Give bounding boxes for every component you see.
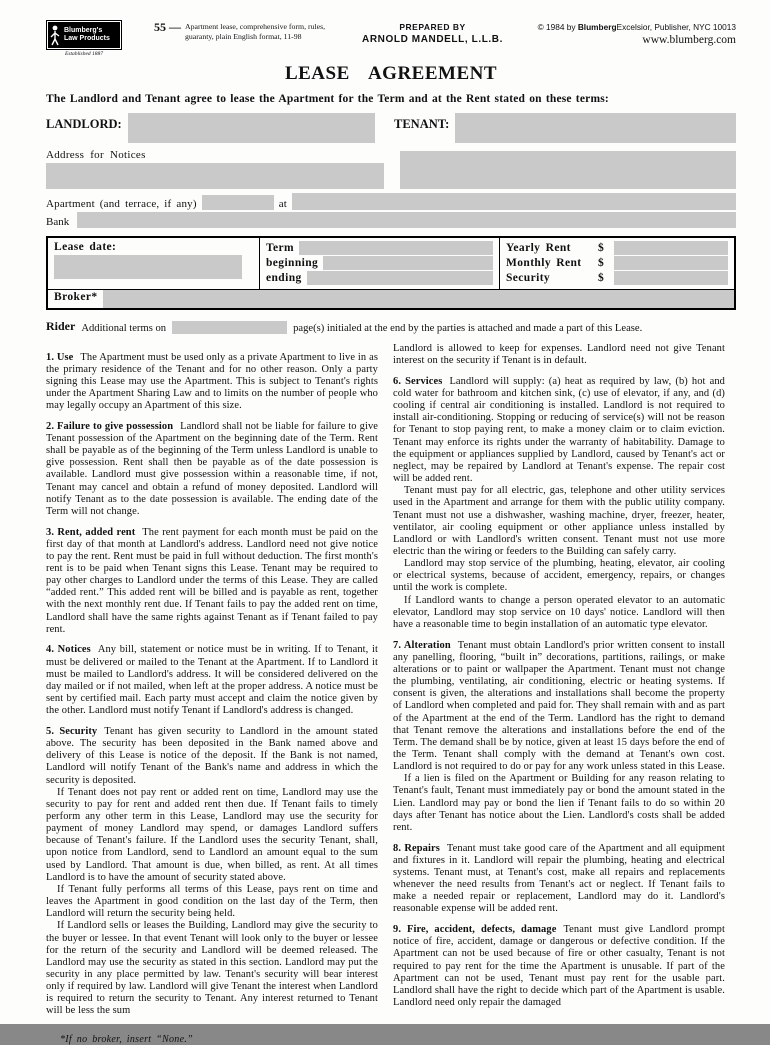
prepared-by-block [354, 20, 511, 45]
bank-input[interactable] [77, 212, 736, 228]
section-number: 7. [393, 639, 404, 651]
lease-date-input[interactable] [54, 255, 242, 279]
section-number: 6. [393, 375, 406, 387]
page-header [46, 20, 736, 57]
parties-row [46, 113, 736, 143]
lease-paragraph: Landlord is allowed to keep for expenses. Landlord need not give Tenant interest on the security if Tenant is in default. [393, 343, 725, 367]
address-band [46, 163, 736, 189]
section-title: Rent, added rent [57, 526, 136, 538]
logo-text [64, 27, 110, 43]
yearly-rent-input[interactable] [614, 241, 728, 255]
lease-paragraph: 7. Alteration Tenant must obtain Landlord's prior written consent to install any panelling, flooring, “built in” decorations, partitions, railings, or make alterations or to paint or wallpaper the Apartment. Tenant must not change the plumbing, ventilating, air conditioning, electric or heating systems. If consent is given, the alterations and installations shall become the property of Landlord when completed and paid for. They shall remain with and as part of the Apartment at the end of the Term. Landlord has the right to demand that Tenant remove the alterations and installations before the end of the Term. The demand shall be by notice, given at least 15 days before the end of the Term. Tenant shall comply with the demand at Tenant's own cost. Landlord is not required to do or pay for any work unless stated in this Lease. [393, 639, 725, 773]
rider-pages-input[interactable] [172, 321, 287, 334]
section-number: 1. [46, 351, 57, 363]
section-title: Alteration [403, 639, 451, 651]
section-title: Use [56, 351, 74, 363]
form-number: 55 — [154, 20, 181, 34]
apartment-label: Apartment (and terrace, if any) [46, 198, 197, 210]
bank-row [46, 212, 736, 228]
yearly-rent-label: Yearly Rent [506, 242, 571, 254]
security-dollar-sign: $ [598, 272, 604, 284]
lease-body [46, 343, 736, 1018]
beginning-label: beginning [266, 257, 319, 269]
landlord-input[interactable] [128, 113, 375, 143]
lease-paragraph: 8. Repairs Tenant must take good care of the Apartment and all equipment and fixtures in it. Landlord will repair the plumbing, heating and electrical systems. Tenant must, at Tenant's cost, make all repairs and replacements whenever the need results from Tenant's act or neglect. If Tenant fails to make a needed repair or replacement, Landlord may do it. Landlord's reasonable expense will be added rent. [393, 842, 725, 915]
at-label: at [278, 198, 288, 210]
lease-paragraph: If Tenant does not pay rent or added rent on time, Landlord may use the security to pay for rent and added rent then due. If Tenant fails to timely perform any other term in this Lease, Landlord may use the security for payment of money Landlord may spend, or damages Landlord suffers because of Tenant's failure. If the Landlord uses the security Tenant, shall, upon notice from Landlord, send to Landlord an amount equal to the sum used by Landlord. That amount is due, when billed, as rent. At all times Landlord is to have the amount of security stated above. [46, 786, 378, 883]
form-description: Apartment lease, comprehensive form, rules, guaranty, plain English format, 11-98 [185, 22, 326, 41]
copyright-block [511, 20, 736, 46]
tenant-address-input[interactable] [400, 151, 736, 189]
tenant-cell [394, 113, 736, 143]
lease-paragraph: Landlord may stop service of the plumbing, heating, elevator, air cooling or electrical systems, because of accident, emergency, repairs, or changes until the work is complete. [393, 558, 725, 594]
prepared-by-label: PREPARED BY [399, 22, 466, 32]
monthly-rent-input[interactable] [614, 256, 728, 270]
logo-line1: Blumberg's [64, 27, 103, 34]
rider-clause [46, 319, 736, 334]
lease-paragraph: 9. Fire, accident, defects, damage Tenant must give Landlord prompt notice of fire, accident, damage or dangerous or defective condition. If the Apartment can not be used because of fire or other casualty, Tenant is not required to pay rent for the time the Apartment is unusable. If part of the Apartment can not be used, Tenant must pay rent for the usable part. Landlord shall have the right to decide which part of the Apartment is usable. Landlord need only repair the damaged [393, 924, 725, 1008]
lease-date-label: Lease date: [54, 241, 117, 253]
term-label: Term [266, 242, 295, 254]
prepared-by-name: ARNOLD MANDELL, L.L.B. [362, 34, 503, 45]
left-column [46, 343, 378, 1018]
term-cell [260, 238, 500, 289]
intro-statement: The Landlord and Tenant agree to lease the Apartment for the Term and at the Rent stated on these terms: [46, 93, 609, 105]
logo-line2: Law Products [64, 35, 110, 42]
right-column [393, 343, 725, 1018]
broker-row [48, 289, 734, 308]
landlord-address-input[interactable] [46, 163, 384, 189]
section-title: Repairs [404, 842, 440, 854]
rider-label: Rider [46, 319, 76, 333]
security-input[interactable] [614, 271, 728, 285]
landlord-cell [46, 113, 394, 143]
bank-label: Bank [46, 216, 70, 228]
lease-paragraph: If a lien is filed on the Apartment or Building for any reason relating to Tenant's fault, Tenant must immediately pay or bond the amount stated in the Lien. Landlord may pay or bond the lien if Tenant fails to do so within 20 days after Tenant has notice about the Lien. Landlord's costs shall be added rent. [393, 773, 725, 833]
ending-label: ending [266, 272, 302, 284]
apartment-row [46, 193, 736, 210]
broker-label: Broker* [54, 291, 98, 303]
landlord-label: LANDLORD: [46, 117, 122, 131]
section-title: Fire, accident, defects, damage [406, 924, 557, 936]
tenant-input[interactable] [455, 113, 736, 143]
blumberg-logo [46, 20, 132, 57]
section-number: 8. [393, 842, 405, 854]
scribe-figure-icon [49, 24, 61, 46]
logo-established: Established 1887 [64, 51, 104, 57]
lease-paragraph: 2. Failure to give possession Landlord shall not be liable for failure to give Tenant possession of the Apartment on the beginning date of the Term. Rent shall be payable as of the beginning of the Term unless Landlord is unable to give possession. Rent shall then be payable as of the date possession is available. Landlord must give possession within a reasonable time, if not, Tenant may cancel and obtain a refund of money deposited. Landlord will notify Tenant as to the date possession is available. The ending date of the Term will not change. [46, 420, 378, 517]
broker-input[interactable] [103, 290, 734, 308]
lease-paragraph: 1. Use The Apartment must be used only as a private Apartment to live in as the primary residence of the Tenant and for no other reason. Only a party signing this Lease may use the Apartment. This is subject to Tenant's rights under the Apartment Sharing Law and to limits on the number of people who may legally occupy an Apartment of this size. [46, 351, 378, 412]
lease-paragraph: 5. Security Tenant has given security to Landlord in the amount stated above. The security has been deposited in the Bank named above and delivery of this Lease is notice of the deposit. If the Bank is not named, Landlord will notify Tenant of the Bank's name and address in which the security is deposited. [46, 725, 378, 786]
rent-cell [500, 238, 734, 289]
rider-text-before: Additional terms on [81, 323, 167, 334]
lease-terms-table [46, 236, 736, 310]
section-number: 4. [46, 644, 58, 656]
yearly-dollar-sign: $ [598, 242, 604, 254]
lease-paragraph: If Landlord sells or leases the Building, Landlord may give the security to the buyer or lessee. In that event Tenant will look only to the buyer or lessee for the return of the security and Landlord will be deemed released. The Landlord may use the security as stated in this section. Landlord may put the security in any place permitted by law. Tenant's security will bear interest only if required by law. Landlord will give Tenant the interest when Landlord is required to return the security to Tenant. Any interest returned to Tenant will be less the sum [46, 920, 378, 1017]
broker-footnote: *If no broker, insert “None.” [60, 1033, 193, 1045]
section-number: 3. [46, 526, 58, 538]
rider-text-after: page(s) initialed at the end by the parties is attached and made a part of this Lease. [293, 323, 643, 334]
section-title: Security [59, 725, 98, 737]
tenant-label: TENANT: [394, 117, 450, 131]
blumberg-logo-box [46, 20, 122, 50]
security-label: Security [506, 272, 551, 284]
beginning-input[interactable] [323, 256, 493, 270]
copyright-line: © 1984 by BlumbergExcelsior, Publisher, NYC 10013 [537, 22, 736, 32]
website-link[interactable]: www.blumberg.com [642, 34, 736, 46]
section-number: 5. [46, 725, 60, 737]
apartment-input[interactable] [202, 195, 274, 210]
lease-paragraph: 4. Notices Any bill, statement or notice must be in writing. If to Tenant, it must be delivered or mailed to the Tenant at the Apartment. If to Landlord it must be mailed to Landlord's address. It will be considered delivered on the day mailed or if not mailed, when left at the proper address. A notice must be sent by certified mail. Each party must accept and claim the notice given by the other. Landlord must notify Tenant if Landlord's address is changed. [46, 644, 378, 717]
building-address-input[interactable] [292, 193, 736, 210]
lease-paragraph: Tenant must pay for all electric, gas, telephone and other utility services used in the Apartment and arrange for them with the public utility company. Tenant must not use a dishwasher, washing machine, dryer, freezer, heater, ventilator, air cooling equipment or other appliance unless installed by Landlord or with Landlord's written consent. Tenant must not use more electric than the wiring or feeders to the Building can safely carry. [393, 485, 725, 557]
term-input[interactable] [299, 241, 493, 255]
copyright-brand: Blumberg [577, 22, 617, 32]
monthly-rent-label: Monthly Rent [506, 257, 582, 269]
page-title: LEASE AGREEMENT [284, 63, 498, 84]
lease-paragraph: If Landlord wants to change a person operated elevator to an automatic elevator, Landlord may stop service on 10 days' notice. Landlord will then have a reasonable time to begin installation of an automatic type elevator. [393, 594, 725, 630]
lease-paragraph: If Tenant fully performs all terms of this Lease, pays rent on time and leaves the Apartment in good condition on the last day of the Term, then Landlord will return the security being held. [46, 883, 378, 920]
section-title: Services [405, 375, 443, 387]
monthly-dollar-sign: $ [598, 257, 604, 269]
lease-terms-main-row [48, 238, 734, 289]
lease-paragraph: 3. Rent, added rent The rent payment for each month must be paid on the first day of that month at Landlord's address. Landlord need not give notice to pay the rent. Rent must be paid in full without deduction. The first month's rent is to be paid when Tenant signs this Lease. Tenant may be required to pay other charges to Landlord under the terms of this Lease. They are called “added rent.” This added rent will be billed and is payable as rent, together with the next monthly rent due. If Tenant fails to pay the added rent on time, Landlord shall have the same rights against Tenant as if Tenant failed to pay rent. [46, 526, 378, 635]
lease-date-cell [48, 238, 260, 289]
lease-paragraph: 6. Services Landlord will supply: (a) heat as required by law, (b) hot and cold water for bathroom and kitchen sink, (c) use of elevator, if any, and (d) cooling if central air conditioning is installed. Landlord is not required to install air-conditioning. Stopping or reducing of service(s) will not be reason for Tenant to stop paying rent, to make a money claim or to claim eviction. Tenant may enforce its rights under the warranty of habitability. Damage to the equipment or appliances supplied by Landlord, caused by Tenant's act or neglect, may be repaired by Landlord at Tenant's expense. The repair cost will be added rent. [393, 375, 725, 485]
section-number: 2. [46, 420, 58, 432]
address-for-notices-label: Address for Notices [46, 149, 146, 161]
form-number-block [154, 20, 354, 41]
section-title: Notices [57, 644, 91, 656]
section-title: Failure to give possession [57, 420, 174, 432]
ending-input[interactable] [307, 271, 493, 285]
section-number: 9. [393, 924, 407, 936]
